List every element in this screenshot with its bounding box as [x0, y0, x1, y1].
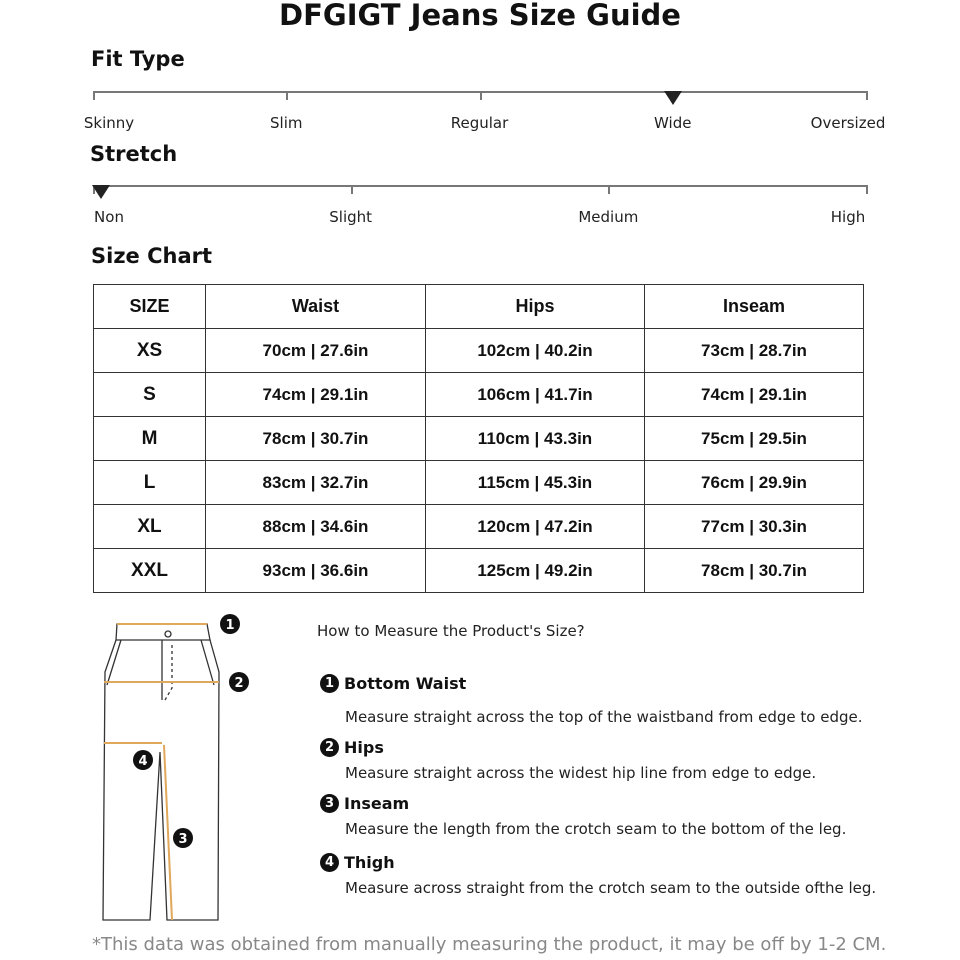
measure-item-description: Measure across straight from the crotch seam to the outside ofthe leg. — [345, 879, 877, 897]
size-cell: XS — [94, 329, 206, 373]
col-size: SIZE — [94, 285, 206, 329]
measure-item-hips — [320, 737, 384, 757]
fit-option-wide: Wide — [654, 114, 692, 132]
diagram-label-4: 4 — [138, 754, 148, 769]
inseam-cell: 78cm | 30.7in — [645, 549, 864, 593]
size-cell: XL — [94, 505, 206, 549]
size-cell: M — [94, 417, 206, 461]
diagram-label-1: 1 — [225, 618, 235, 633]
hips-cell: 120cm | 47.2in — [426, 505, 645, 549]
size-chart-heading: Size Chart — [91, 244, 213, 268]
diagram-label-3: 3 — [178, 832, 188, 847]
stretch-option-high: High — [830, 208, 866, 226]
hips-cell: 106cm | 41.7in — [426, 373, 645, 417]
stretch-option-medium: Medium — [578, 208, 639, 226]
size-cell: L — [94, 461, 206, 505]
measure-item-name: Inseam — [344, 794, 410, 813]
number-badge-icon: 2 — [320, 738, 339, 757]
inseam-cell: 76cm | 29.9in — [645, 461, 864, 505]
number-badge-icon: 4 — [320, 853, 339, 872]
measure-item-description: Measure the length from the crotch seam to the bottom of the leg. — [345, 820, 847, 838]
measure-heading: How to Measure the Product's Size? — [317, 622, 585, 640]
col-waist: Waist — [206, 285, 426, 329]
diagram-number-markers — [133, 614, 249, 848]
fit-option-skinny: Skinny — [83, 114, 135, 132]
waist-cell: 74cm | 29.1in — [206, 373, 426, 417]
stretch-option-slight: Slight — [329, 208, 373, 226]
hips-cell: 102cm | 40.2in — [426, 329, 645, 373]
waist-cell: 93cm | 36.6in — [206, 549, 426, 593]
fit-option-oversized: Oversized — [810, 114, 886, 132]
measure-item-description: Measure straight across the widest hip line from edge to edge. — [345, 764, 817, 782]
measure-item-name: Thigh — [344, 853, 395, 872]
col-inseam: Inseam — [645, 285, 864, 329]
number-badge-icon: 3 — [320, 794, 339, 813]
measure-item-description: Measure straight across the top of the waistband from edge to edge. — [345, 708, 863, 726]
fit-type-heading: Fit Type — [91, 47, 185, 71]
page-title: DFGIGT Jeans Size Guide — [279, 0, 681, 32]
waist-cell: 78cm | 30.7in — [206, 417, 426, 461]
measure-item-bottom-waist — [320, 673, 466, 693]
inseam-cell: 75cm | 29.5in — [645, 417, 864, 461]
hips-cell: 110cm | 43.3in — [426, 417, 645, 461]
measure-item-inseam — [320, 793, 409, 813]
stretch-heading: Stretch — [90, 142, 178, 166]
inseam-cell: 73cm | 28.7in — [645, 329, 864, 373]
hips-cell: 125cm | 49.2in — [426, 549, 645, 593]
fit-option-regular: Regular — [450, 114, 509, 132]
diagram-label-2: 2 — [234, 676, 244, 691]
size-cell: XXL — [94, 549, 206, 593]
number-badge-icon: 1 — [320, 674, 339, 693]
size-cell: S — [94, 373, 206, 417]
inseam-cell: 74cm | 29.1in — [645, 373, 864, 417]
inseam-cell: 77cm | 30.3in — [645, 505, 864, 549]
waist-cell: 70cm | 27.6in — [206, 329, 426, 373]
measure-item-name: Bottom Waist — [344, 674, 467, 693]
measure-item-thigh — [320, 852, 395, 872]
waist-cell: 83cm | 32.7in — [206, 461, 426, 505]
fit-option-slim: Slim — [270, 114, 303, 132]
hips-cell: 115cm | 45.3in — [426, 461, 645, 505]
measure-item-name: Hips — [344, 738, 384, 757]
col-hips: Hips — [426, 285, 645, 329]
disclaimer-note: *This data was obtained from manually measuring the product, it may be off by 1-2 CM. — [92, 934, 887, 955]
waist-cell: 88cm | 34.6in — [206, 505, 426, 549]
stretch-option-non: Non — [94, 208, 124, 226]
